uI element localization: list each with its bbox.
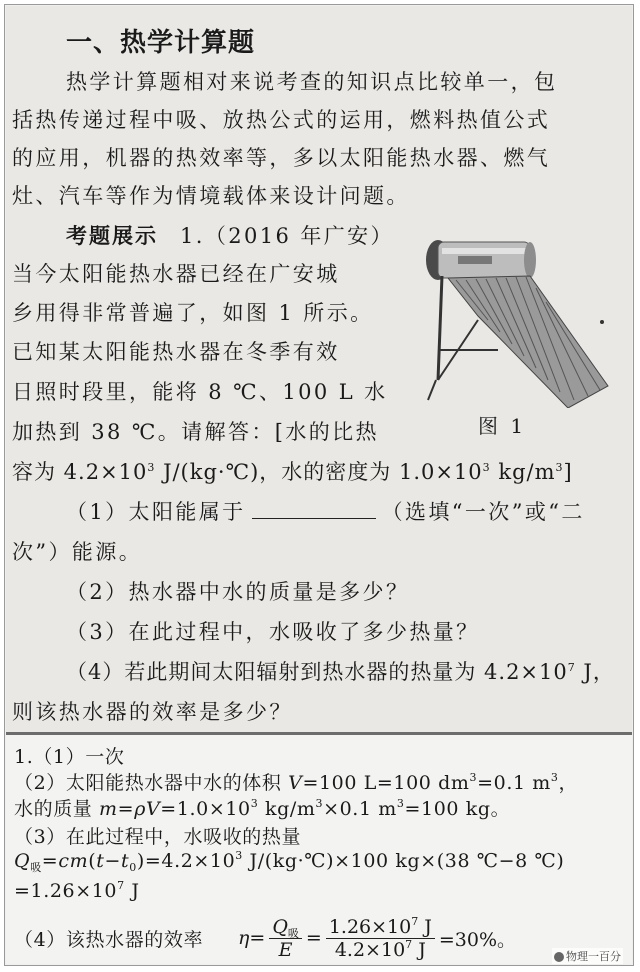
water-tank: [426, 240, 536, 280]
section-title: 一、热学计算题: [66, 28, 256, 58]
question-header: [66, 220, 394, 250]
answer-line-1: 1.（1）一次: [14, 746, 125, 768]
subquestion-1: （1）太阳能属于 （选填“一次”或“二: [66, 500, 585, 524]
answer-line-5: $Q_吸=cm(t-t_0)=4.2\times 10^3$ J/(kg·℃)×100 kg×(38 ℃−8 ℃): [14, 849, 565, 874]
question-source: 1.（2016 年广安）: [180, 224, 394, 248]
fraction-q-over-e: $\frac{Q_吸}{E}$: [269, 916, 302, 961]
question-line: 日照时段里，能将 8 ℃、100 L 水: [12, 380, 388, 404]
fraction-values: $\frac{1.26\times 10^7 J}{4.2\times 10^7 J}$: [326, 916, 435, 961]
question-line: 加热到 38 ℃。请解答：[水的比热: [12, 420, 379, 444]
subquestion-4: （4）若此期间太阳辐射到热水器的热量为 $4.2\times 10^7$ J，: [66, 660, 615, 684]
question-label: 考题展示: [66, 223, 158, 248]
watermark: 物理一百分: [552, 948, 623, 964]
subquestion-1-cont: 次”）能源。: [12, 540, 143, 564]
efficiency-formula: η = $\frac{Q_吸}{E}$ = $\frac{1.26\times 10^7 J}{4.2\times 10^7 J}$ =30%。: [238, 914, 517, 961]
figure-caption: 图 1: [478, 414, 527, 438]
intro-line: 灶、汽车等作为情境载体来设计问题。: [12, 184, 410, 208]
subquestion-3: （3）在此过程中，水吸收了多少热量？: [66, 620, 480, 644]
watermark-icon: [554, 952, 564, 962]
intro-line: 的应用，机器的热效率等，多以太阳能热水器、燃气: [12, 146, 551, 170]
subquestion-4-cont: 则该热水器的效率是多少？: [12, 700, 293, 724]
answer-line-6: $=1.26\times 10^7$ J: [14, 879, 140, 902]
subquestion-2: （2）热水器中水的质量是多少？: [66, 580, 410, 604]
answer-line-7: （4）该热水器的效率: [14, 929, 204, 951]
answer-line-4: （3）在此过程中，水吸收的热量: [14, 826, 302, 848]
question-line: 已知某太阳能热水器在冬季有效: [12, 340, 340, 364]
question-line: 当今太阳能热水器已经在广安城: [12, 262, 340, 286]
answer-line-3: 水的质量 $m=\rho V=1.0\times 10^3$ $kg/m^3\times 0.1$ $m^3=100$ kg。: [14, 797, 511, 820]
answer-blank[interactable]: [252, 500, 376, 519]
intro-line: 括热传递过程中吸、放热公式的运用，燃料热值公式: [12, 108, 551, 132]
intro-line: 热学计算题相对来说考查的知识点比较单一，包: [66, 70, 558, 94]
solar-water-heater-image: [418, 230, 618, 408]
constants-line: 容为 $4.2\times 10^3$ J/(kg·℃)，水的密度为 $1.0\times 10^3$ $kg/m^3$]: [12, 460, 573, 484]
answer-line-2: （2）太阳能热水器中水的体积 V=100 L=100 $dm^3=0.1$ $m^3$，: [14, 771, 579, 794]
question-line: 乡用得非常普遍了，如图 1 所示。: [12, 301, 374, 325]
